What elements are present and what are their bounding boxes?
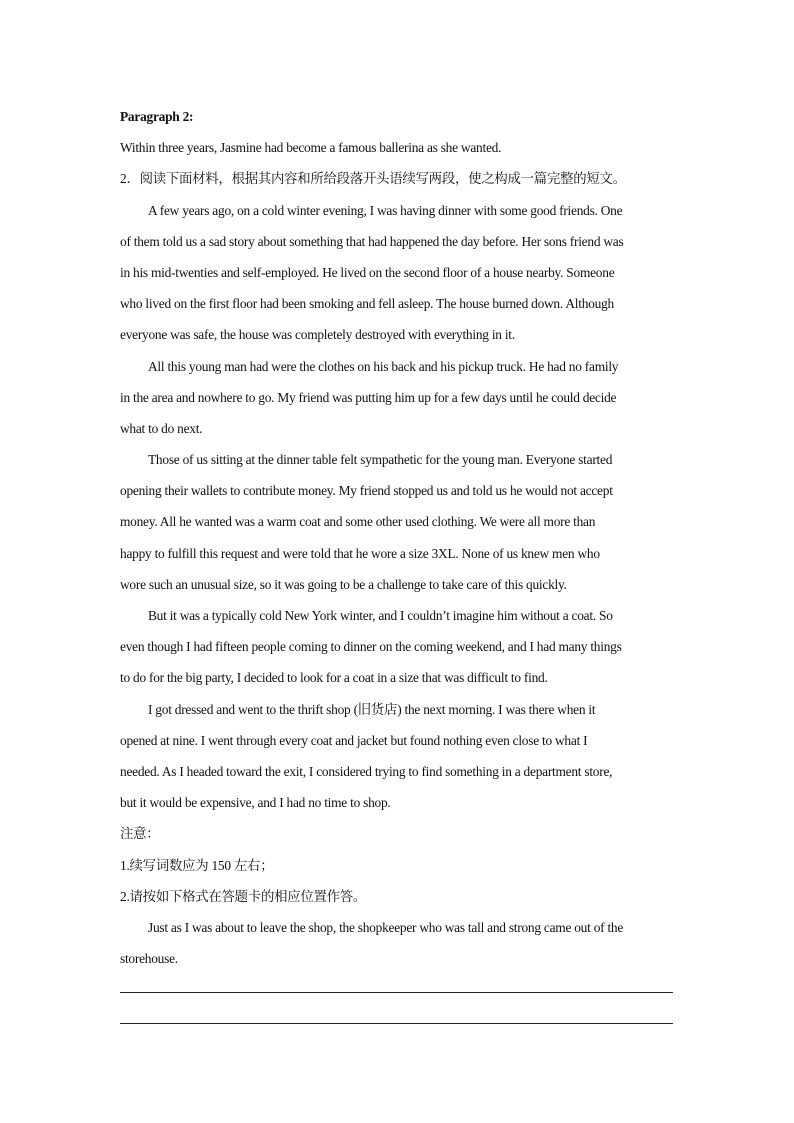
passage-line: opening their wallets to contribute money. My friend stopped us and told us he would not accept bbox=[120, 483, 613, 499]
passage-line: everyone was safe, the house was completely destroyed with everything in it. bbox=[120, 327, 515, 343]
paragraph-2-opening: Within three years, Jasmine had become a famous ballerina as she wanted. bbox=[120, 140, 502, 156]
passage-paragraph-2 bbox=[120, 351, 673, 445]
passage-line: money. All he wanted was a warm coat and some other used clothing. We were all more than bbox=[120, 514, 596, 530]
passage-line: in the area and nowhere to go. My friend was putting him up for a few days until he could decide bbox=[120, 389, 617, 405]
passage-line: but it would be expensive, and I had no time to shop. bbox=[120, 795, 391, 811]
note-answer-format: 2.请按如下格式在答题卡的相应位置作答。 bbox=[120, 888, 367, 904]
passage-line: I got dressed and went to the thrift shop (旧货店) the next morning. I was there when it bbox=[148, 701, 596, 717]
passage-paragraph-3 bbox=[120, 444, 673, 600]
continuation-line: Just as I was about to leave the shop, the shopkeeper who was tall and strong came out of the bbox=[148, 919, 624, 935]
passage-line: who lived on the first floor had been smoking and fell asleep. The house burned down. Although bbox=[120, 296, 614, 312]
answer-line bbox=[120, 1023, 673, 1024]
note-word-count: 1.续写词数应为 150 左右； bbox=[120, 857, 274, 873]
passage-line: in his mid-twenties and self-employed. He lived on the second floor of a house nearby. Someone bbox=[120, 264, 615, 280]
passage-line: All this young man had were the clothes on his back and his pickup truck. He had no family bbox=[148, 358, 619, 374]
passage-line: But it was a typically cold New York winter, and I couldn’t imagine him without a coat. So bbox=[148, 608, 613, 623]
passage-line: wore such an unusual size, so it was going to be a challenge to take care of this quickly. bbox=[120, 576, 567, 592]
question-instruction: 2．阅读下面材料，根据其内容和所给段落开头语续写两段，使之构成一篇完整的短文。 bbox=[120, 171, 626, 187]
passage-paragraph-5 bbox=[120, 694, 673, 819]
passage-line: Those of us sitting at the dinner table felt sympathetic for the young man. Everyone started bbox=[148, 452, 613, 468]
passage-line: A few years ago, on a cold winter evening, I was having dinner with some good friends. One bbox=[148, 202, 623, 218]
answer-line bbox=[120, 992, 673, 993]
passage-line: what to do next. bbox=[120, 420, 203, 436]
passage-paragraph-1 bbox=[120, 195, 673, 351]
notes-heading: 注意： bbox=[120, 826, 160, 842]
document-body bbox=[120, 101, 673, 974]
continuation-line: storehouse. bbox=[120, 951, 178, 967]
passage-line: even though I had fifteen people coming to dinner on the coming weekend, and I had many things bbox=[120, 639, 622, 655]
paragraph-2-heading: Paragraph 2: bbox=[120, 109, 194, 124]
passage-line: opened at nine. I went through every coat and jacket but found nothing even close to what I bbox=[120, 732, 588, 748]
passage-line: happy to fulfill this request and were told that he wore a size 3XL. None of us knew men who bbox=[120, 545, 600, 561]
passage-paragraph-4 bbox=[120, 600, 673, 694]
passage-line: needed. As I headed toward the exit, I considered trying to find something in a department store, bbox=[120, 763, 613, 779]
passage-line: of them told us a sad story about something that had happened the day before. Her sons friend was bbox=[120, 233, 624, 249]
continuation-opening bbox=[120, 912, 673, 974]
passage-line: to do for the big party, I decided to look for a coat in a size that was difficult to find. bbox=[120, 670, 548, 686]
